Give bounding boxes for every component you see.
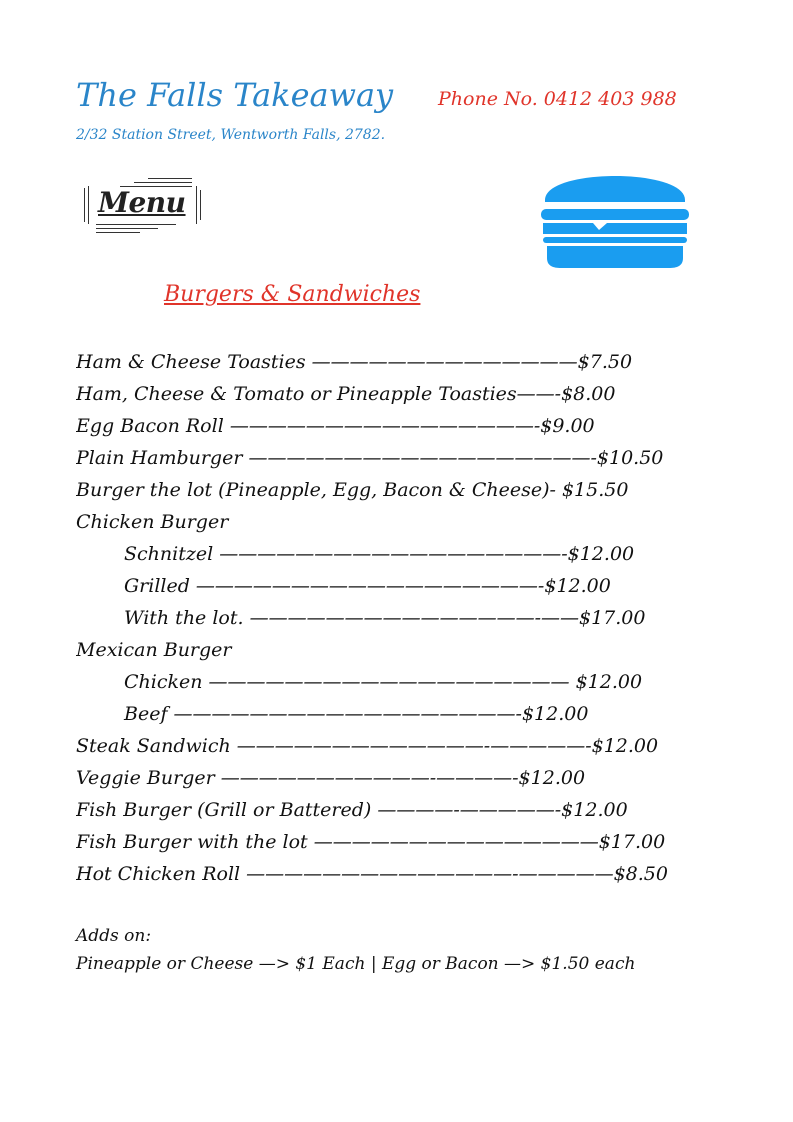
menu-items-list	[76, 346, 716, 890]
phone-number: Phone No. 0412 403 988	[438, 88, 677, 110]
section-title: Burgers & Sandwiches	[164, 282, 421, 307]
menu-item: Chicken ——————————————————— $12.00	[124, 671, 643, 693]
restaurant-title: The Falls Takeaway	[76, 76, 394, 114]
menu-item: Beef ——————————————————-$12.00	[124, 703, 589, 725]
menu-item: Grilled ——————————————————-$12.00	[124, 575, 611, 597]
addons-text: Pineapple or Cheese —> $1 Each | Egg or Bacon —> $1.50 each	[76, 954, 636, 974]
menu-item: Fish Burger with the lot ———————————————$17.00	[76, 831, 666, 853]
menu-item: Hot Chicken Roll ——————————————-—————$8.50	[76, 863, 668, 885]
menu-item: Schnitzel ——————————————————-$12.00	[124, 543, 635, 565]
menu-item: Egg Bacon Roll ————————————————-$9.00	[76, 415, 595, 437]
menu-item: With the lot. ———————————————-——$17.00	[124, 607, 646, 629]
menu-item: Steak Sandwich —————————————-—————-$12.00	[76, 735, 659, 757]
menu-item: Ham & Cheese Toasties ——————————————$7.50	[76, 351, 633, 373]
menu-item: Veggie Burger ———————————-————-$12.00	[76, 767, 586, 789]
menu-item: Plain Hamburger ——————————————————-$10.50	[76, 447, 664, 469]
menu-item: Ham, Cheese & Tomato or Pineapple Toasties——-$8.00	[76, 383, 616, 405]
menu-category: Mexican Burger	[76, 639, 232, 661]
burger-icon	[537, 162, 693, 270]
address: 2/32 Station Street, Wentworth Falls, 2782.	[76, 127, 386, 143]
menu-item: Burger the lot (Pineapple, Egg, Bacon & Cheese)- $15.50	[76, 479, 629, 501]
menu-item: Fish Burger (Grill or Battered) ————-—————-$12.00	[76, 799, 628, 821]
menu-logo	[84, 176, 208, 236]
menu-logo-word: Menu	[98, 186, 186, 219]
addons-title: Adds on:	[76, 926, 152, 946]
menu-category: Chicken Burger	[76, 511, 229, 533]
